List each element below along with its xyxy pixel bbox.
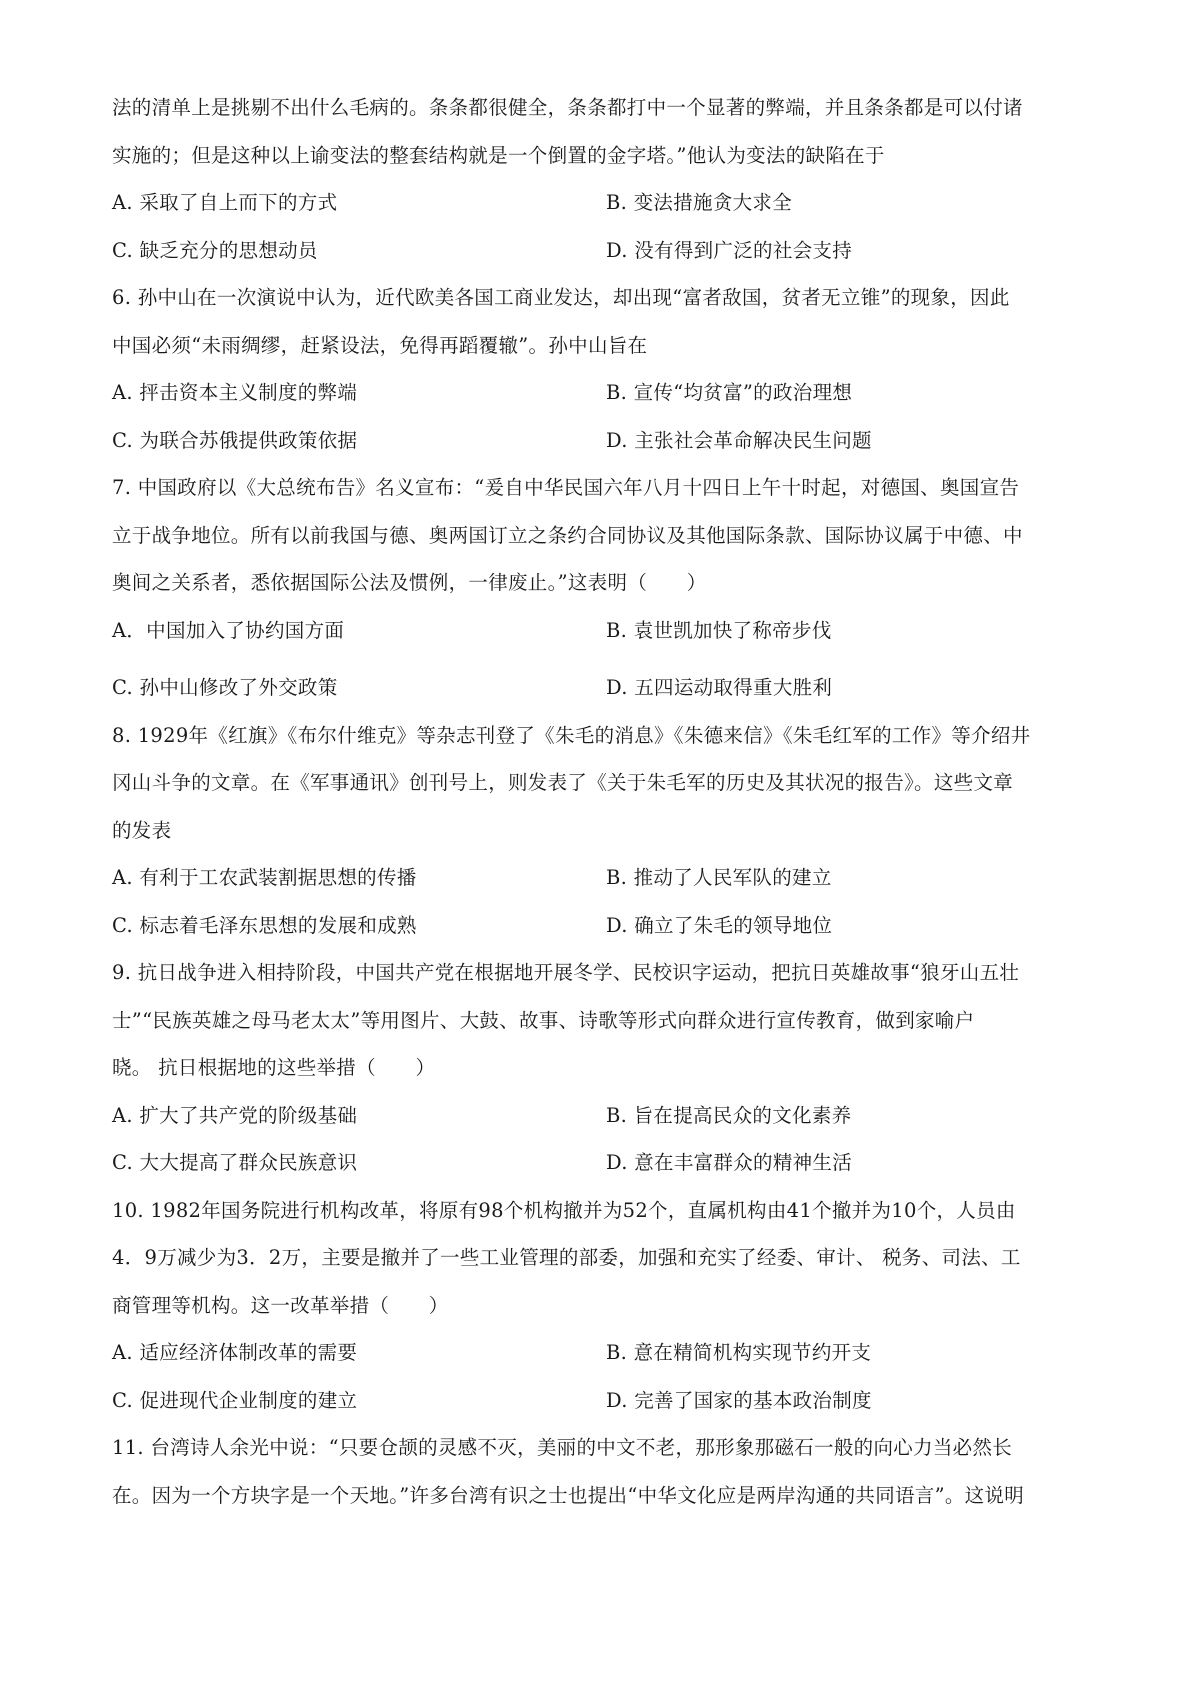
question-text-line: 的发表	[112, 818, 172, 842]
options-row	[112, 854, 1102, 902]
question-6	[112, 274, 1102, 464]
option-d: D. 没有得到广泛的社会支持	[606, 238, 853, 262]
question-text-line: 在。因为一个方块字是一个天地。”许多台湾有识之士也提出“中华文化应是两岸沟通的共同语言”。这说明	[112, 1483, 1025, 1507]
options-row	[112, 1377, 1102, 1425]
question-text-line: 商管理等机构。这一改革举措（ ）	[112, 1293, 449, 1317]
option-d: D. 意在丰富群众的精神生活	[606, 1151, 853, 1174]
question-text-line: 中国必须“未雨绸缪，赶紧设法，免得再蹈覆辙”。孙中山旨在	[112, 333, 648, 357]
question-text-line: 晓。 抗日根据地的这些举措（ ）	[112, 1056, 436, 1079]
question-text-line: 6. 孙中山在一次演说中认为，近代欧美各国工商业发达，却出现“富者敌国，贫者无立锥”的现象，因此	[112, 286, 1010, 309]
question-10	[112, 1187, 1102, 1425]
options-row	[112, 1092, 1102, 1140]
spacer	[112, 654, 1102, 664]
question-text-line: 实施的；但是这种以上谕变法的整套结构就是一个倒置的金字塔。”他认为变法的缺陷在于	[112, 143, 885, 167]
option-b: B. 袁世凯加快了称帝步伐	[606, 618, 832, 642]
option-b: B. 意在精简机构实现节约开支	[606, 1341, 872, 1364]
question-8	[112, 712, 1102, 950]
question-11	[112, 1424, 1102, 1519]
question-9	[112, 949, 1102, 1187]
question-text-line: 奥间之关系者，悉依据国际公法及惯例，一律废止。”这表明（ ）	[112, 571, 707, 594]
question-text-line: 11. 台湾诗人余光中说：“只要仓颉的灵感不灭，美丽的中文不老，那形象那磁石一般的向心力当必然长	[112, 1436, 1013, 1459]
option-c: C. 孙中山修改了外交政策	[112, 676, 338, 699]
options-row	[112, 369, 1102, 417]
options-row	[112, 227, 1102, 275]
option-c: C. 缺乏充分的思想动员	[112, 238, 318, 262]
option-a: A. 适应经济体制改革的需要	[112, 1341, 358, 1364]
option-a: A. 抨击资本主义制度的弊端	[112, 381, 358, 404]
option-a: A. 有利于工农武装割据思想的传播	[112, 866, 417, 889]
option-a: A．中国加入了协约国方面	[112, 618, 345, 642]
question-text-line: 士”“民族英雄之母马老太太”等用图片、大鼓、故事、诗歌等形式向群众进行宣传教育，做到家喻户	[112, 1008, 975, 1032]
question-text-line: 10. 1982年国务院进行机构改革，将原有98个机构撤并为52个，直属机构由41个撤并为10个，人员由	[112, 1198, 1016, 1222]
options-row	[112, 179, 1102, 227]
option-d: D. 确立了朱毛的领导地位	[606, 913, 833, 937]
options-row	[112, 1139, 1102, 1187]
option-d: D. 主张社会革命解决民生问题	[606, 428, 872, 452]
question-text-line: 冈山斗争的文章。在《军事通讯》创刊号上，则发表了《关于朱毛军的历史及其状况的报告》。这些文章	[112, 771, 1014, 794]
option-a: A. 扩大了共产党的阶级基础	[112, 1103, 358, 1127]
option-c: C. 为联合苏俄提供政策依据	[112, 428, 358, 452]
options-row	[112, 902, 1102, 950]
question-text-line: 立于战争地位。所有以前我国与德、奥两国订立之条约合同协议及其他国际条款、国际协议属于中德、中	[112, 523, 1023, 547]
option-d: D. 五四运动取得重大胜利	[606, 676, 833, 699]
option-c: C. 标志着毛泽东思想的发展和成熟	[112, 913, 417, 937]
options-row	[112, 1329, 1102, 1377]
option-b: B. 推动了人民军队的建立	[606, 866, 832, 889]
options-row	[112, 417, 1102, 465]
question-text-line: 4．9万减少为3．2万，主要是撤并了一些工业管理的部委，加强和充实了经委、审计、 税务、司法、工	[112, 1246, 1021, 1269]
options-row	[112, 607, 1102, 655]
question-7	[112, 464, 1102, 712]
exam-page	[112, 84, 1102, 1519]
option-c: C. 大大提高了群众民族意识	[112, 1151, 358, 1174]
question-text-line: 7. 中国政府以《大总统布告》名义宣布：“爰自中华民国六年八月十四日上午十时起，对德国、奥国宣告	[112, 476, 1020, 499]
question-text-line: 法的清单上是挑剔不出什么毛病的。条条都很健全，条条都打中一个显著的弊端，并且条条都是可以付诸	[112, 96, 1023, 119]
option-c: C. 促进现代企业制度的建立	[112, 1388, 358, 1412]
option-b: B. 变法措施贪大求全	[606, 191, 793, 214]
option-b: B. 宣传“均贫富”的政治理想	[606, 381, 853, 404]
question-5-tail	[112, 84, 1102, 274]
option-b: B. 旨在提高民众的文化素养	[606, 1103, 852, 1127]
options-row	[112, 664, 1102, 712]
option-a: A. 采取了自上而下的方式	[112, 191, 338, 214]
question-text-line: 9. 抗日战争进入相持阶段，中国共产党在根据地开展冬学、民校识字运动，把抗日英雄故事“狼牙山五壮	[112, 961, 1020, 984]
option-d: D. 完善了国家的基本政治制度	[606, 1388, 872, 1412]
question-text-line: 8. 1929年《红旗》《布尔什维克》等杂志刊登了《朱毛的消息》《朱德来信》《朱毛红军的工作》等介绍井	[112, 723, 1031, 747]
